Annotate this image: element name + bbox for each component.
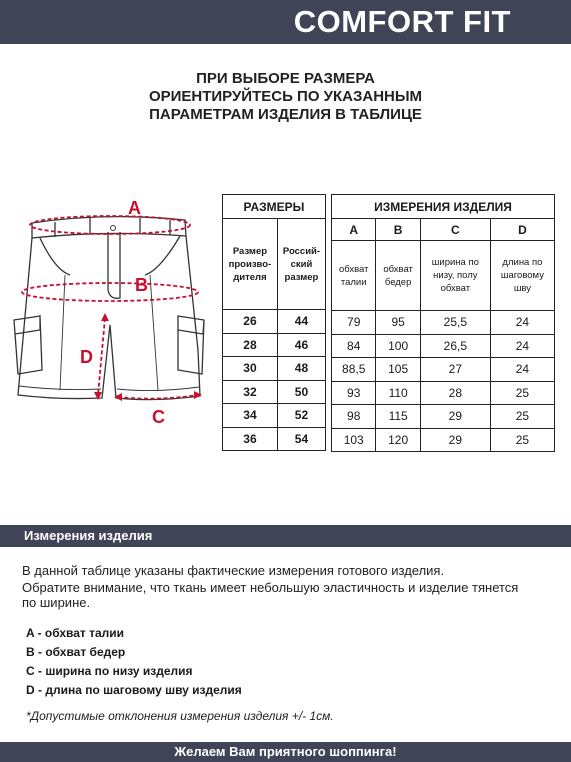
cell: 24: [490, 311, 554, 335]
cell: 48: [277, 357, 325, 381]
intro-line: ПАРАМЕТРАМ ИЗДЕЛИЯ В ТАБЛИЦЕ: [149, 106, 422, 123]
cell: 105: [376, 358, 420, 382]
cell: 28: [223, 333, 278, 357]
col-c-header: [420, 241, 490, 311]
header-line: произво-: [228, 258, 272, 270]
description-line: Обратите внимание, что ткань имеет небольшую эластичность и изделие тянется: [22, 580, 519, 595]
footer-bar: [0, 742, 571, 762]
legend-item: D - длина по шаговому шву изделия: [26, 683, 242, 697]
cell: 46: [277, 333, 325, 357]
col-d-header: [490, 241, 554, 311]
cell: 29: [420, 428, 490, 452]
cell: 24: [490, 334, 554, 358]
tolerance-note: *Допустимые отклонения измерения изделия +/- 1см.: [26, 709, 334, 723]
table-row: [223, 404, 326, 428]
table-row: [332, 334, 555, 358]
table-row: [332, 381, 555, 405]
top-banner: [0, 0, 571, 44]
header-line: шаговому: [500, 270, 544, 281]
col-b-header: [376, 241, 420, 311]
header-line: талии: [340, 276, 367, 288]
cell: 29: [420, 405, 490, 429]
header-line: Размер: [232, 245, 268, 257]
intro-heading: [0, 70, 571, 124]
cell: 34: [223, 404, 278, 428]
table-row: [223, 380, 326, 404]
section-header-bar: [0, 525, 571, 547]
cell: 79: [332, 311, 376, 335]
header-line: длина по: [502, 257, 543, 268]
cell: 120: [376, 428, 420, 452]
cell: 100: [376, 334, 420, 358]
description-paragraph: [22, 580, 552, 610]
cell: 115: [376, 405, 420, 429]
cell: 110: [376, 381, 420, 405]
cell: 36: [223, 427, 278, 451]
cell: 28: [420, 381, 490, 405]
table-row: [223, 357, 326, 381]
letter-c: C: [420, 219, 490, 241]
description-line: по ширине.: [22, 595, 91, 610]
intro-line: ОРИЕНТИРУЙТЕСЬ ПО УКАЗАННЫМ: [148, 88, 423, 105]
sizes-table: [222, 194, 326, 451]
russian-size-header: [277, 219, 325, 310]
letter-a: A: [332, 219, 376, 241]
header-line: дителя: [233, 271, 267, 283]
table-row: [223, 310, 326, 334]
measurements-table-title: ИЗМЕРЕНИЯ ИЗДЕЛИЯ: [332, 195, 555, 219]
cell: 84: [332, 334, 376, 358]
cell: 25,5: [420, 311, 490, 335]
table-row: [332, 311, 555, 335]
legend-item: A - обхват талии: [26, 626, 125, 640]
label-c: C: [152, 407, 165, 427]
cell: 25: [490, 428, 554, 452]
manufacturer-size-header: [223, 219, 278, 310]
header-line: бедер: [384, 276, 412, 288]
cell: 26: [223, 310, 278, 334]
letter-b: B: [376, 219, 420, 241]
header-line: обхват: [440, 283, 471, 294]
table-row: [332, 405, 555, 429]
header-line: ский: [290, 258, 313, 270]
legend-item: B - обхват бедер: [26, 645, 126, 659]
cell: 88,5: [332, 358, 376, 382]
header-line: низу, полу: [433, 270, 478, 281]
table-row: [332, 428, 555, 452]
table-row: [223, 427, 326, 451]
measurements-table: [331, 194, 555, 452]
cell: 50: [277, 380, 325, 404]
brand-title: COMFORT FIT: [293, 4, 511, 39]
sizes-table-title: РАЗМЕРЫ: [223, 195, 326, 219]
table-row: [223, 333, 326, 357]
col-a-header: [332, 241, 376, 311]
cell: 95: [376, 311, 420, 335]
cell: 25: [490, 405, 554, 429]
cell: 103: [332, 428, 376, 452]
section-title: Измерения изделия: [24, 528, 153, 543]
cell: 93: [332, 381, 376, 405]
cell: 26,5: [420, 334, 490, 358]
shorts-diagram: [10, 190, 220, 435]
cell: 30: [223, 357, 278, 381]
cell: 52: [277, 404, 325, 428]
legend-item: C - ширина по низу изделия: [26, 664, 193, 678]
header-line: обхват: [338, 263, 369, 275]
table-row: [332, 358, 555, 382]
cell: 32: [223, 380, 278, 404]
header-line: Россий-: [282, 245, 321, 257]
label-a: A: [128, 198, 141, 218]
cell: 98: [332, 405, 376, 429]
cell: 54: [277, 427, 325, 451]
description-paragraph: В данной таблице указаны фактические измерения готового изделия.: [22, 563, 445, 578]
label-d: D: [80, 347, 93, 367]
letter-d: D: [490, 219, 554, 241]
intro-line: ПРИ ВЫБОРЕ РАЗМЕРА: [196, 70, 375, 87]
cell: 24: [490, 358, 554, 382]
cell: 25: [490, 381, 554, 405]
label-b: B: [135, 275, 148, 295]
header-line: ширина по: [431, 257, 479, 268]
cell: 44: [277, 310, 325, 334]
header-line: обхват: [383, 263, 413, 275]
header-line: шву: [513, 283, 532, 294]
footer-text: Желаем Вам приятного шоппинга!: [174, 744, 397, 759]
cell: 27: [420, 358, 490, 382]
header-line: размер: [284, 271, 319, 283]
measurement-legend: [26, 626, 242, 702]
